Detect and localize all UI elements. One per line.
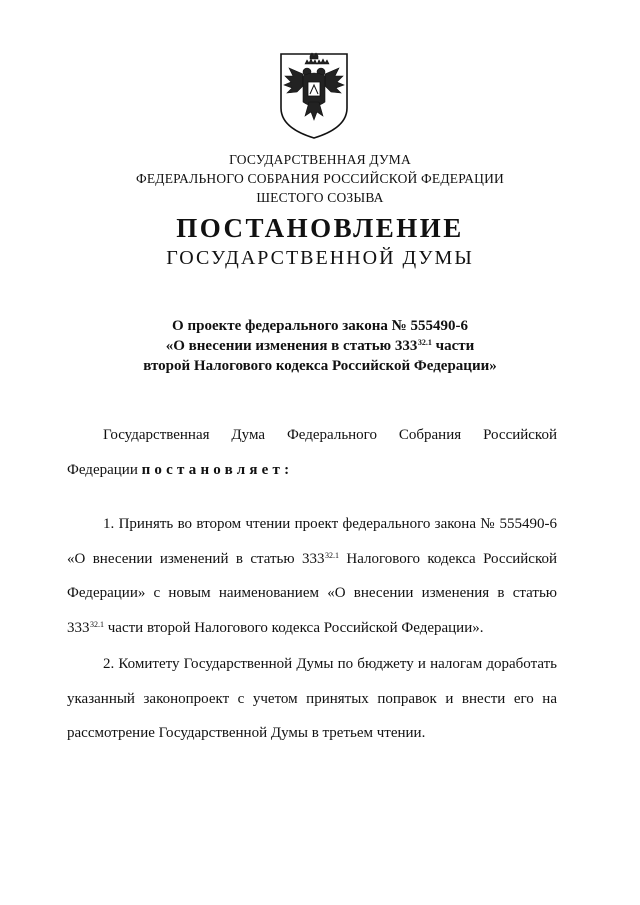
issuer-line-2: ФЕДЕРАЛЬНОГО СОБРАНИЯ РОССИЙСКОЙ ФЕДЕРАЦИИ [136, 171, 504, 186]
subject-line-2-tail: части [431, 338, 475, 354]
clause-2: 2. Комитету Государственной Думы по бюджету и налогам доработать указанный законопроект с учетом принятых поправок и внести его на рассмотрение Государственной Думы в третьем чтении. [67, 656, 557, 741]
clause-1-text-b: Налогового кодекса Российской Федерации» с новым наименованием «О внесении изменения в статью 333 [67, 550, 557, 636]
clause-1-text-c: части второй Налогового кодекса Российской Федерации». [104, 619, 484, 636]
article-superscript: 32.1 [90, 619, 104, 629]
subject-line-1: О проекте федерального закона № 555490-6 [172, 318, 468, 334]
preamble-paragraph [67, 418, 557, 487]
issuer-line-1: ГОСУДАРСТВЕННАЯ ДУМА [229, 152, 411, 167]
document-subtitle: ГОСУДАРСТВЕННОЙ ДУМЫ [166, 247, 474, 269]
subject-line-2-text: «О внесении изменения в статью 333 [165, 338, 418, 354]
clause-1 [67, 507, 557, 645]
document-subject [0, 316, 640, 376]
subject-line-3: второй Налогового кодекса Российской Федерации» [143, 358, 497, 374]
resolves-keyword: постановляет: [141, 461, 294, 478]
russian-coat-of-arms-icon [275, 50, 353, 140]
article-superscript: 32.1 [417, 338, 432, 347]
issuer-header [0, 150, 640, 207]
article-superscript: 32.1 [324, 550, 339, 560]
subject-line-2 [0, 336, 640, 356]
issuer-line-3: ШЕСТОГО СОЗЫВА [256, 190, 384, 205]
preamble-text: Государственная Дума Федерального Собрания Российской Федерации [67, 427, 557, 478]
clause-1-text-a: 1. Принять во втором чтении проект федерального закона № 555490-6 «О внесении изменений в статью 333 [67, 516, 557, 567]
document-title: ПОСТАНОВЛЕНИЕ [176, 213, 464, 243]
